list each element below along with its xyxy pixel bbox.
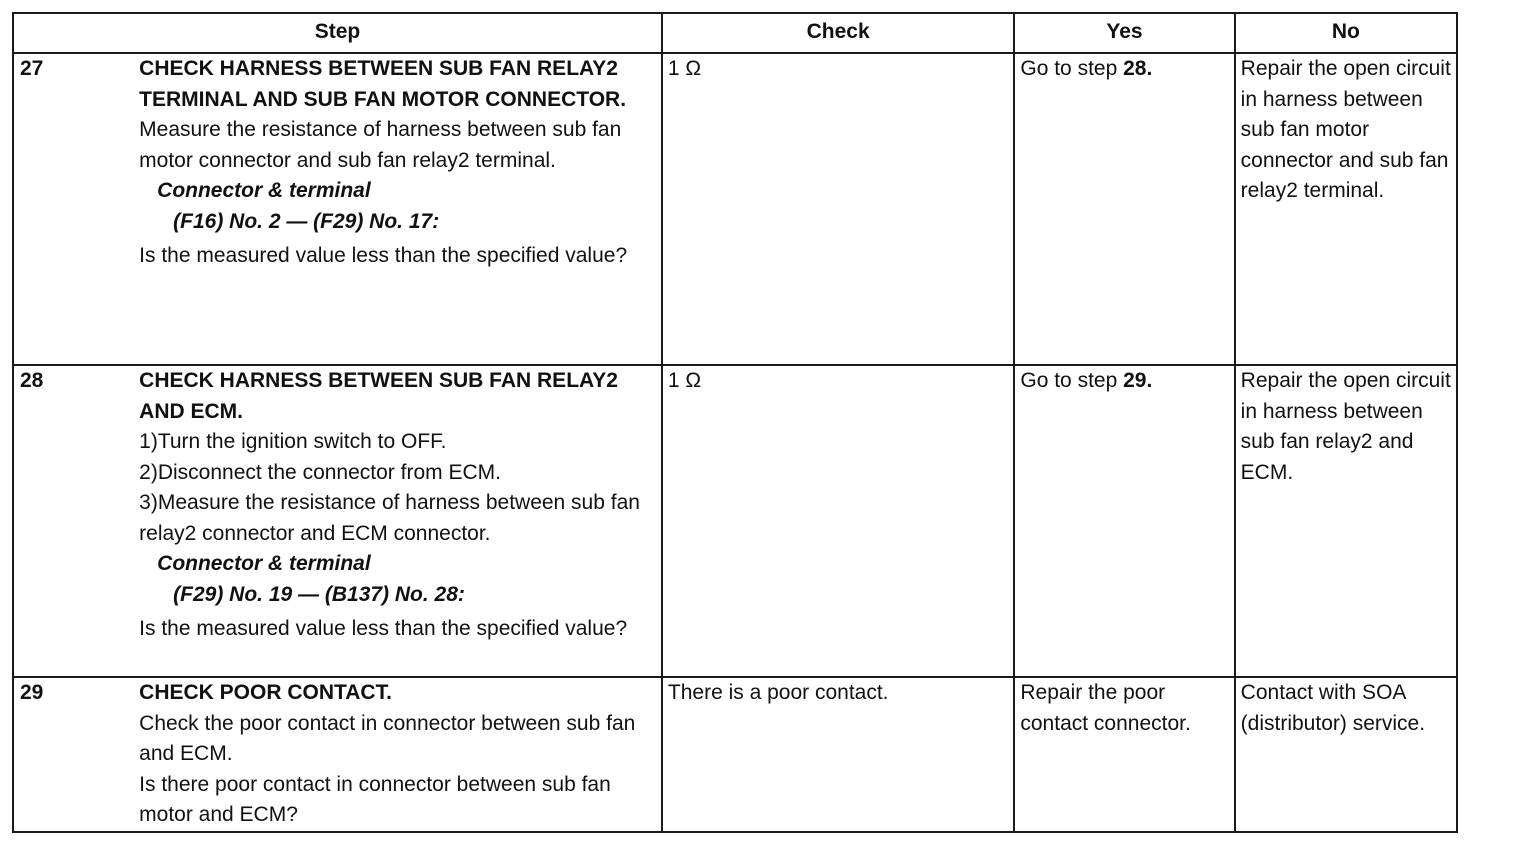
step-instruction: 3)Measure the resistance of harness between sub fan relay2 connector and ECM connector. bbox=[139, 491, 640, 545]
step-cell bbox=[131, 365, 662, 677]
header-no: No bbox=[1235, 13, 1457, 53]
check-cell: There is a poor contact. bbox=[662, 677, 1014, 832]
no-cell: Repair the open circuit in harness between sub fan relay2 and ECM. bbox=[1235, 365, 1457, 677]
step-instruction: Measure the resistance of harness between sub fan motor connector and sub fan relay2 terminal. bbox=[139, 118, 622, 172]
no-cell: Contact with SOA (distributor) service. bbox=[1235, 677, 1457, 832]
yes-cell: Repair the poor contact connector. bbox=[1014, 677, 1234, 832]
connector-terminal-value: (F16) No. 2 — (F29) No. 17: bbox=[173, 209, 440, 233]
table-header-row bbox=[13, 13, 1457, 53]
check-cell: 1 Ω bbox=[662, 53, 1014, 365]
step-instruction: Check the poor contact in connector between sub fan and ECM. bbox=[139, 711, 636, 765]
header-check: Check bbox=[662, 13, 1014, 53]
step-title: CHECK HARNESS BETWEEN SUB FAN RELAY2 AND ECM. bbox=[139, 369, 618, 423]
connector-heading: Connector & terminal bbox=[157, 552, 371, 575]
table-row bbox=[13, 677, 1457, 832]
yes-text: Go to step bbox=[1020, 369, 1124, 392]
step-number: 28 bbox=[13, 365, 131, 677]
yes-step-reference: 28. bbox=[1123, 57, 1153, 80]
yes-text: Go to step bbox=[1020, 57, 1124, 80]
step-number: 29 bbox=[13, 677, 131, 832]
step-title: CHECK HARNESS BETWEEN SUB FAN RELAY2 TERMINAL AND SUB FAN MOTOR CONNECTOR. bbox=[139, 57, 627, 111]
step-cell bbox=[131, 53, 662, 365]
yes-step-reference: 29. bbox=[1123, 369, 1153, 392]
step-instruction: 1)Turn the ignition switch to OFF. bbox=[139, 430, 447, 453]
connector-heading: Connector & terminal bbox=[157, 179, 371, 202]
step-title: CHECK POOR CONTACT. bbox=[139, 681, 392, 704]
yes-cell bbox=[1014, 53, 1234, 365]
step-question: Is the measured value less than the specified value? bbox=[139, 617, 628, 640]
header-yes: Yes bbox=[1014, 13, 1234, 53]
step-number: 27 bbox=[13, 53, 131, 365]
step-question: Is the measured value less than the specified value? bbox=[139, 244, 628, 267]
diagnostic-steps-table bbox=[12, 12, 1458, 833]
yes-cell bbox=[1014, 365, 1234, 677]
step-cell bbox=[131, 677, 662, 832]
table-row bbox=[13, 53, 1457, 365]
no-cell: Repair the open circuit in harness between sub fan motor connector and sub fan relay2 terminal. bbox=[1235, 53, 1457, 365]
connector-terminal-value: (F29) No. 19 — (B137) No. 28: bbox=[173, 582, 465, 606]
table-row bbox=[13, 365, 1457, 677]
step-instruction: 2)Disconnect the connector from ECM. bbox=[139, 460, 501, 484]
header-step: Step bbox=[13, 13, 662, 53]
check-cell: 1 Ω bbox=[662, 365, 1014, 677]
step-question: Is there poor contact in connector between sub fan motor and ECM? bbox=[139, 772, 611, 826]
